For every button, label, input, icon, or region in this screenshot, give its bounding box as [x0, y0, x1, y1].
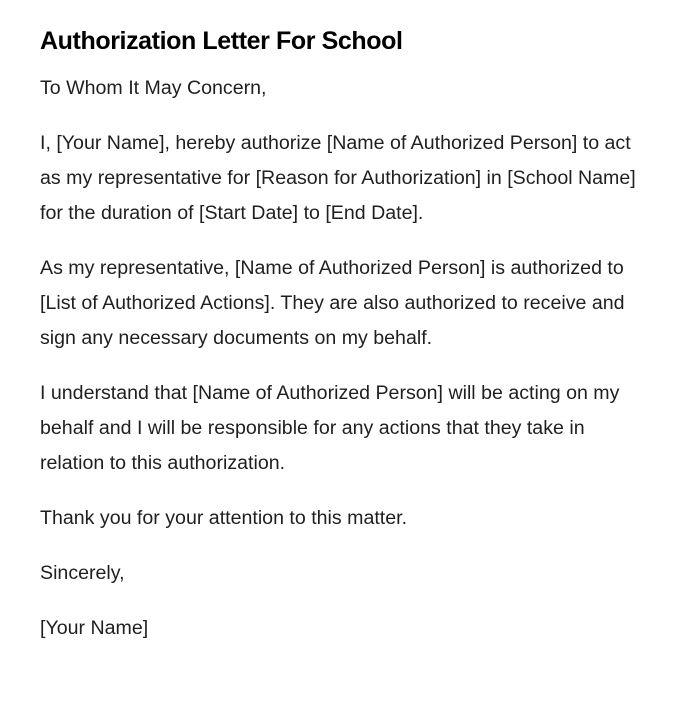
letter-closing: Sincerely, — [40, 562, 125, 584]
letter-greeting: To Whom It May Concern, — [40, 77, 267, 99]
letter-paragraph-responsibility: I understand that [Name of Authorized Person] will be acting on my behalf and I will be responsible for any actions that they take in relation to this authorization. — [40, 382, 620, 474]
letter-paragraph-representative: As my representative, [Name of Authorized Person] is authorized to [List of Authorized Actions]. They are also authorized to receive and sign any necessary documents on my behalf. — [40, 257, 625, 349]
letter-document — [40, 24, 650, 666]
letter-signature: [Your Name] — [40, 617, 149, 639]
letter-paragraph-authorization: I, [Your Name], hereby authorize [Name of Authorized Person] to act as my representative for [Reason for Authorization] in [School Name] for the duration of [Start Date] to [End Date]. — [40, 132, 636, 224]
letter-thanks: Thank you for your attention to this matter. — [40, 507, 408, 529]
letter-title: Authorization Letter For School — [40, 27, 403, 55]
